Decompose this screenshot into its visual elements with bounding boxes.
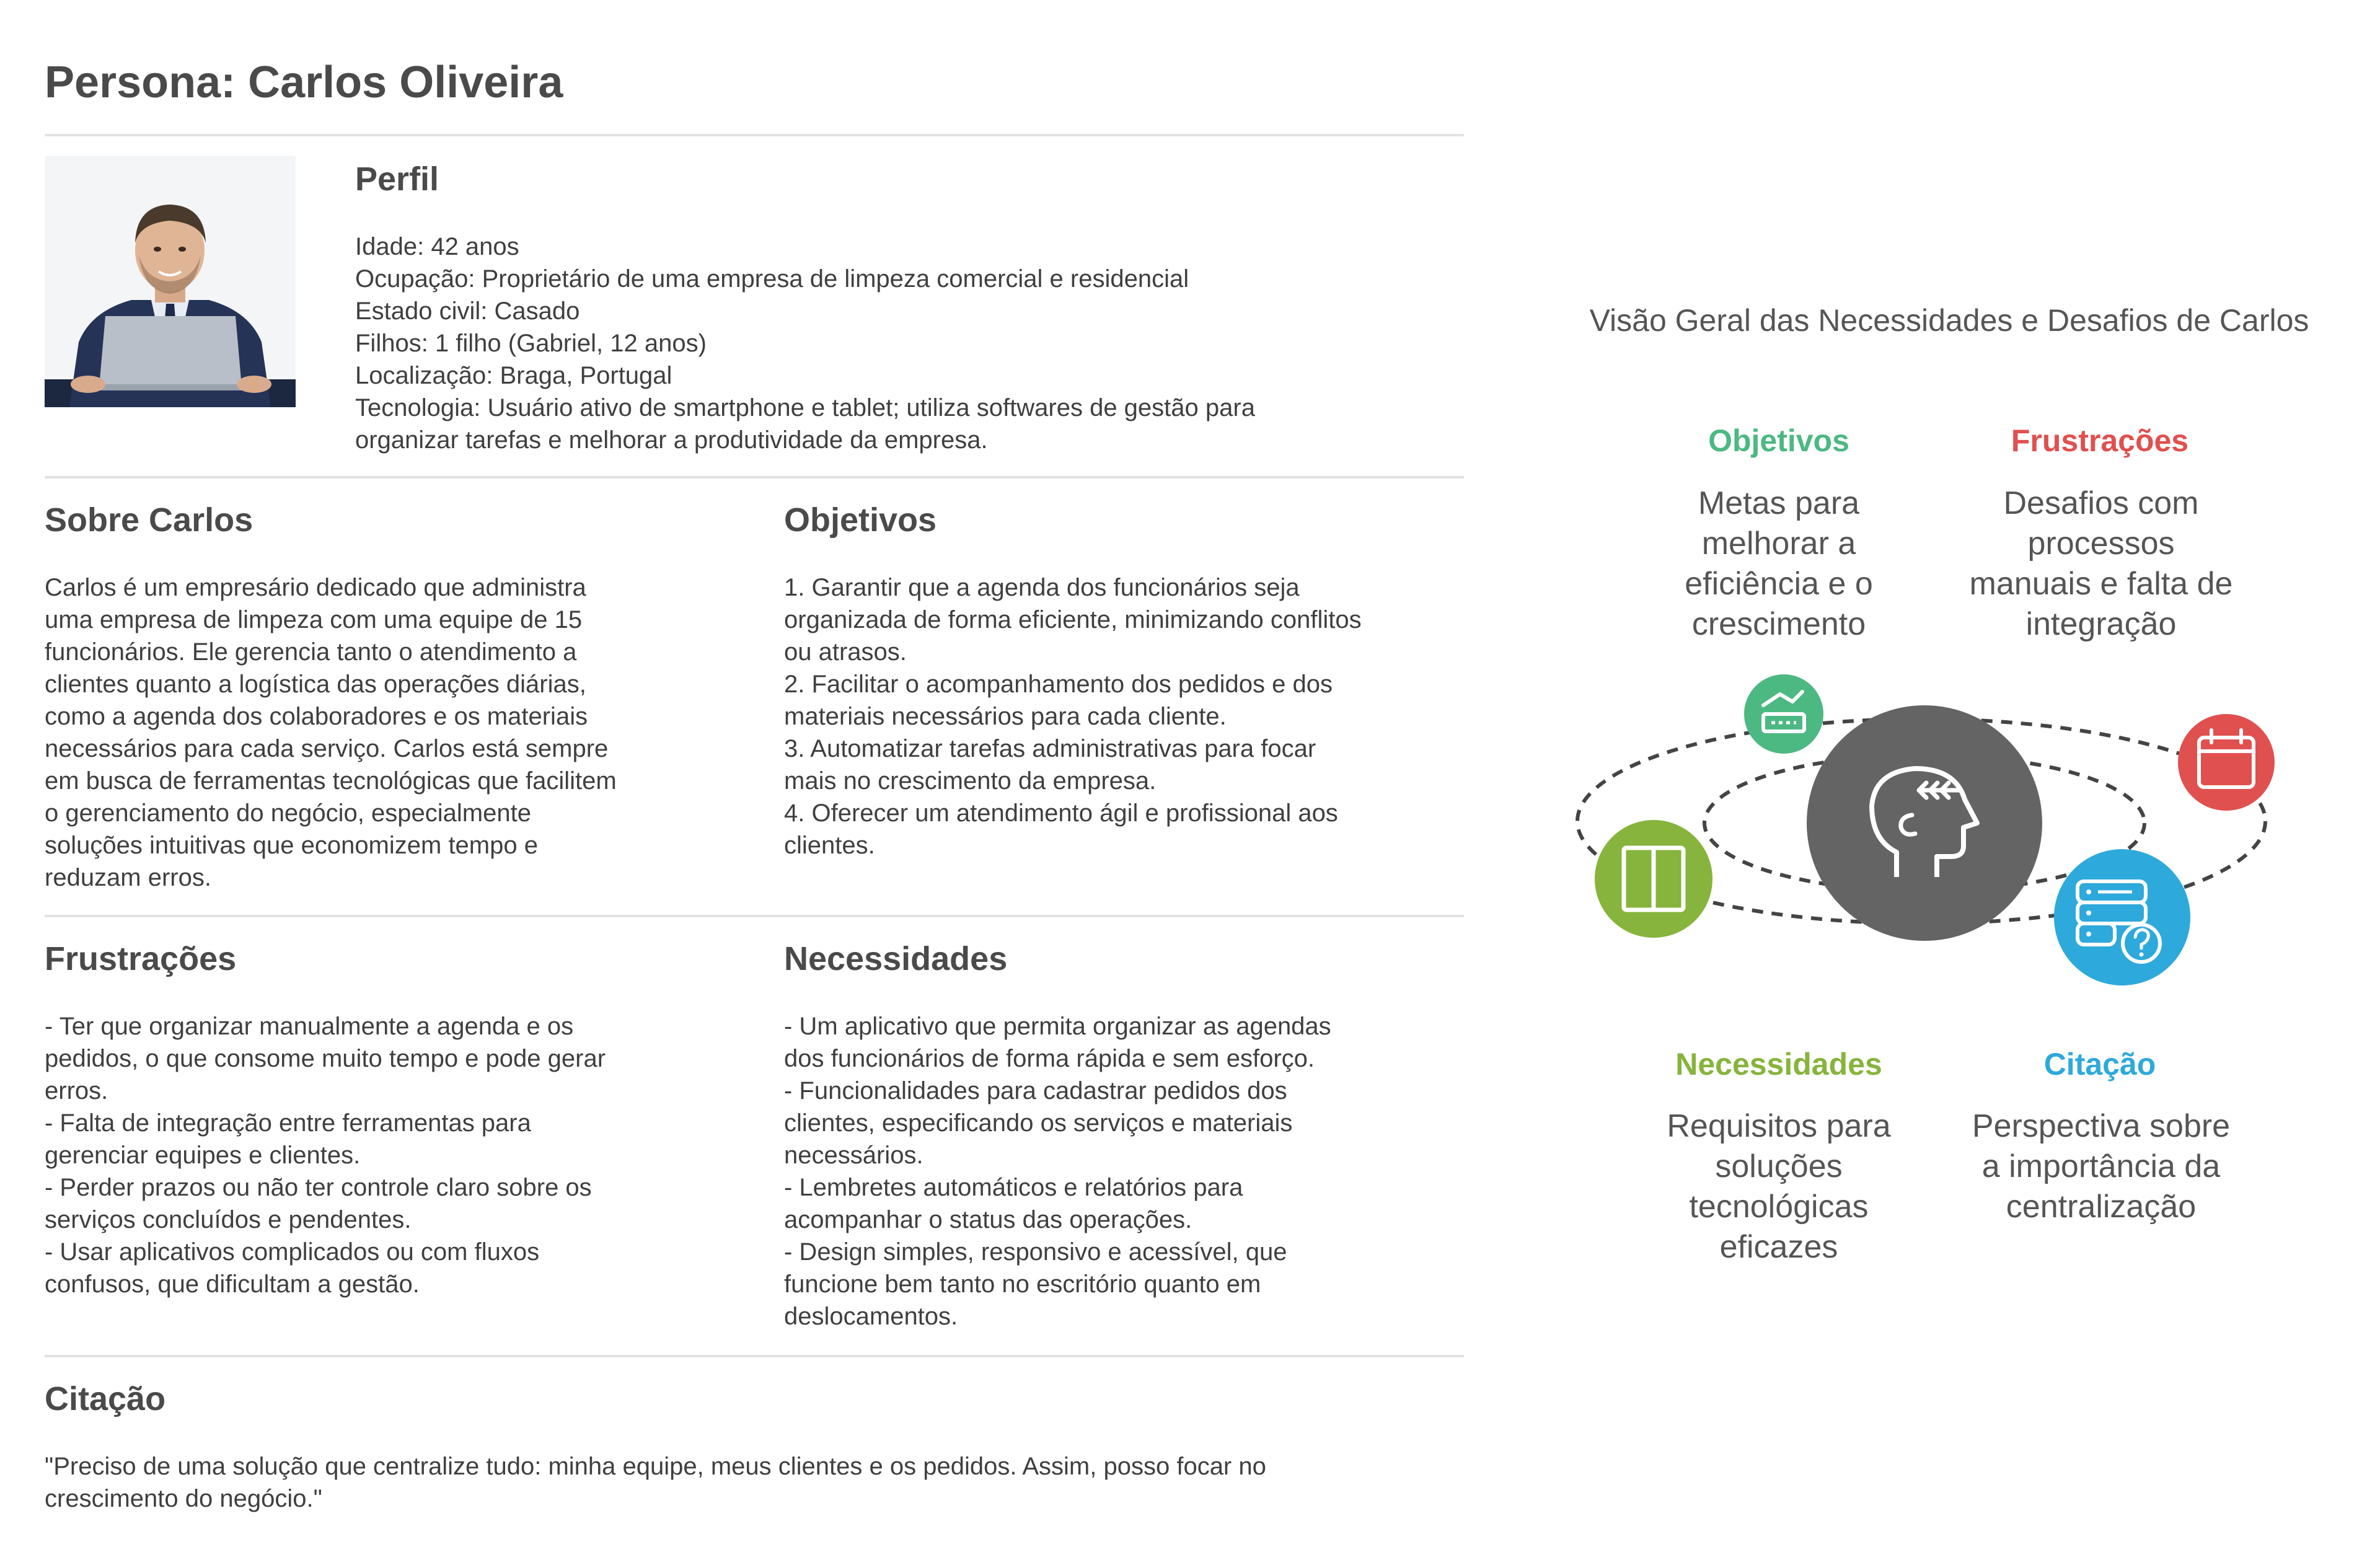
desc-line: processos <box>2027 526 2175 562</box>
goals-text <box>784 571 1362 862</box>
desc-line: eficazes <box>1719 1229 1838 1265</box>
page-title: Persona: Carlos Oliveira <box>45 58 563 107</box>
about-line: o gerenciamento do negócio, especialmente <box>45 800 531 827</box>
about-line: uma empresa de limpeza com uma equipe de 15 <box>45 606 583 633</box>
goals-line: materiais necessários para cada cliente. <box>784 703 1227 730</box>
profile-line: organizar tarefas e melhorar a produtividade da empresa. <box>355 426 988 454</box>
about-line: funcionários. Ele gerencia tanto o atendimento a <box>45 638 577 666</box>
profile-line: Idade: 42 anos <box>355 233 519 260</box>
about-text <box>45 571 617 894</box>
overview-title: Visão Geral das Necessidades e Desafios de Carlos <box>1589 303 2309 338</box>
frustrations-line: gerenciar equipes e clientes. <box>45 1142 361 1169</box>
category-title-frustracoes: Frustrações <box>2011 423 2189 458</box>
about-heading: Sobre Carlos <box>45 501 253 539</box>
frustrations-line: - Usar aplicativos complicados ou com fluxos <box>45 1238 540 1266</box>
frustrations-heading: Frustrações <box>45 940 237 977</box>
frustrations-line: - Ter que organizar manualmente a agenda e os <box>45 1013 574 1040</box>
needs-line: dos funcionários de forma rápida e sem esforço. <box>784 1045 1315 1072</box>
needs-line: - Design simples, responsivo e acessível, que <box>784 1238 1287 1266</box>
needs-line: - Funcionalidades para cadastrar pedidos dos <box>784 1077 1287 1104</box>
desc-line: crescimento <box>1691 606 1866 642</box>
divider <box>45 1355 1464 1357</box>
divider <box>45 134 1464 136</box>
profile-line: Localização: Braga, Portugal <box>355 362 672 389</box>
desc-line: melhorar a <box>1701 526 1856 562</box>
overview-orbit-diagram <box>1549 657 2306 1004</box>
needs-line: funcione bem tanto no escritório quanto em <box>784 1271 1261 1298</box>
desc-line: Desafios com <box>2003 485 2199 521</box>
goals-line: 3. Automatizar tarefas administrativas para focar <box>784 735 1316 762</box>
necessidades-panel-icon <box>1595 820 1712 938</box>
desc-line: Metas para <box>1698 485 1860 521</box>
category-title-citacao: Citação <box>2043 1047 2156 1082</box>
desc-line: Perspectiva sobre <box>1972 1108 2231 1144</box>
desc-line: Requisitos para <box>1667 1108 1891 1144</box>
persona-photo <box>45 156 296 407</box>
about-line: como a agenda dos colaboradores e os materiais <box>45 703 588 730</box>
frustrations-line: serviços concluídos e pendentes. <box>45 1206 412 1233</box>
frustrations-line: - Perder prazos ou não ter controle claro sobre os <box>45 1174 592 1201</box>
about-line: Carlos é um empresário dedicado que administra <box>45 574 586 601</box>
frustrations-line: erros. <box>45 1077 108 1104</box>
about-line: soluções intuitivas que economizem tempo e <box>45 832 538 859</box>
frustracoes-calendar-icon <box>2178 714 2275 811</box>
desc-line: tecnológicas <box>1689 1189 1869 1225</box>
frustrations-line: pedidos, o que consome muito tempo e pode gerar <box>45 1045 606 1072</box>
desc-line: manuais e falta de <box>1969 566 2233 602</box>
needs-line: deslocamentos. <box>784 1303 958 1330</box>
desc-line: a importância da <box>1981 1148 2221 1184</box>
category-desc-citacao <box>1928 1106 2275 1227</box>
category-desc-frustracoes <box>1928 483 2275 645</box>
goals-line: ou atrasos. <box>784 638 907 666</box>
frustrations-text <box>45 1010 606 1300</box>
desc-line: centralização <box>2006 1189 2197 1225</box>
about-line: necessários para cada serviço. Carlos está sempre <box>45 735 609 762</box>
desc-line: soluções <box>1715 1148 1843 1184</box>
quote-heading: Citação <box>45 1380 166 1417</box>
goals-line: 4. Oferecer um atendimento ágil e profissional aos <box>784 800 1338 827</box>
needs-line: acompanhar o status das operações. <box>784 1206 1192 1233</box>
needs-line: - Um aplicativo que permita organizar as agendas <box>784 1013 1331 1040</box>
profile-line: Tecnologia: Usuário ativo de smartphone e tablet; utiliza softwares de gestão para <box>355 394 1255 421</box>
citacao-database-question-icon <box>2054 849 2190 985</box>
goals-line: 1. Garantir que a agenda dos funcionários seja <box>784 574 1300 601</box>
quote-text <box>45 1450 1266 1515</box>
quote-line: crescimento do negócio." <box>45 1485 322 1512</box>
desc-line: eficiência e o <box>1685 566 1873 602</box>
quote-line: "Preciso de uma solução que centralize tudo: minha equipe, meus clientes e os pedidos. Assim, posso focar no <box>45 1453 1266 1480</box>
goals-heading: Objetivos <box>784 501 937 539</box>
goals-line: clientes. <box>784 832 875 859</box>
profile-heading: Perfil <box>355 161 439 198</box>
needs-line: clientes, especificando os serviços e materiais <box>784 1109 1293 1137</box>
about-line: reduzam erros. <box>45 864 211 891</box>
divider <box>45 915 1464 917</box>
needs-line: - Lembretes automáticos e relatórios para <box>784 1174 1243 1201</box>
needs-text <box>784 1010 1331 1333</box>
category-title-necessidades: Necessidades <box>1675 1047 1882 1082</box>
frustrations-line: - Falta de integração entre ferramentas para <box>45 1109 531 1137</box>
needs-line: necessários. <box>784 1142 923 1169</box>
profile-line: Estado civil: Casado <box>355 298 580 325</box>
center-head-icon <box>1807 705 2042 941</box>
desc-line: integração <box>2025 606 2177 642</box>
man-with-laptop-image <box>45 156 296 407</box>
about-line: clientes quanto a logística das operações diárias, <box>45 671 586 698</box>
category-desc-objetivos <box>1611 483 1946 645</box>
goals-line: 2. Facilitar o acompanhamento dos pedidos e dos <box>784 671 1333 698</box>
objetivos-tray-icon <box>1744 674 1823 754</box>
profile-line: Filhos: 1 filho (Gabriel, 12 anos) <box>355 330 707 357</box>
profile-details <box>355 231 1255 456</box>
goals-line: mais no crescimento da empresa. <box>784 767 1157 795</box>
divider <box>45 476 1464 478</box>
goals-line: organizada de forma eficiente, minimizando conflitos <box>784 606 1362 633</box>
profile-line: Ocupação: Proprietário de uma empresa de limpeza comercial e residencial <box>355 265 1189 293</box>
category-desc-necessidades <box>1611 1106 1946 1267</box>
needs-heading: Necessidades <box>784 940 1008 977</box>
about-line: em busca de ferramentas tecnológicas que facilitem <box>45 767 617 795</box>
frustrations-line: confusos, que dificultam a gestão. <box>45 1271 420 1298</box>
category-title-objetivos: Objetivos <box>1708 423 1849 458</box>
